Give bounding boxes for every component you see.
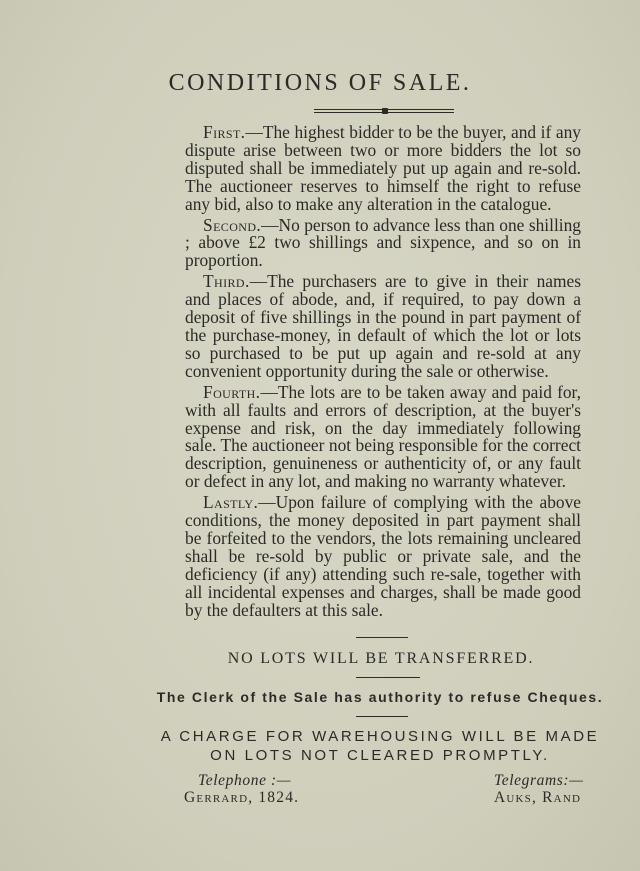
condition-lead: Second.	[203, 214, 262, 235]
conditions-list	[185, 124, 581, 622]
telephone-block	[184, 772, 299, 806]
condition-text: —No person to advance less than one shilling ; above £2 two shillings and sixpence, and so on in proportion.	[185, 214, 581, 271]
telegrams-address: Auks, Rand	[494, 789, 582, 806]
condition-lead: Lastly.	[203, 492, 259, 513]
transfer-notice: NO LOTS WILL BE TRANSFERRED.	[227, 650, 535, 667]
telephone-number: Gerrard, 1824.	[184, 789, 300, 806]
condition-text: —The highest bidder to be the buyer, and if any dispute arise between two or more bidders the lot so disputed shall be immediately put up again and re-sold. The auctioneer reserves to himself the right to refuse any bid, also to make any alteration in the catalogue.	[185, 122, 581, 214]
telephone-label: Telephone :—	[198, 772, 292, 789]
telegrams-label: Telegrams:—	[494, 772, 584, 789]
warehousing-line-1: A CHARGE FOR WAREHOUSING WILL BE MADE	[160, 728, 600, 745]
condition-paragraph	[185, 494, 581, 619]
warehousing-notice	[0, 727, 640, 765]
condition-lead: First.	[203, 122, 246, 142]
warehousing-line-2: ON LOTS NOT CLEARED PROMPTLY.	[210, 747, 550, 764]
condition-text: —The lots are to be taken away and paid for, with all faults and errors of description, at the buyer's expense and risk, on the day immediately following sale. The auctioneer not being responsible for the correct description, genuineness or authenticity of, or any fault or defect in any lot, and making no warranty whatever.	[185, 381, 581, 492]
divider	[356, 677, 420, 678]
condition-lead: Fourth.	[203, 381, 261, 402]
condition-paragraph	[185, 214, 581, 271]
title-divider	[314, 108, 454, 115]
condition-paragraph	[185, 273, 581, 380]
telegrams-block	[494, 772, 584, 806]
condition-paragraph	[185, 124, 581, 214]
condition-text: —Upon failure of complying with the above conditions, the money deposited in part payment shall be forfeited to the vendors, the lots remaining uncleared shall be re-sold by public or private sale, and the deficiency (if any) attending such re-sale, together with all incidental expenses and charges, shall be made good by the defaulters at this sale.	[185, 492, 581, 620]
condition-paragraph	[185, 381, 581, 492]
page-title: CONDITIONS OF SALE.	[168, 70, 472, 96]
cheques-notice: The Clerk of the Sale has authority to refuse Cheques.	[156, 689, 604, 705]
divider	[356, 716, 408, 717]
condition-lead: Third.	[203, 271, 250, 292]
condition-text: —The purchasers are to give in their names and places of abode, and, if required, to pay down a deposit of five shillings in the pound in part payment of the purchase-money, in default of which the lot or lots so purchased to be put up again and re-sold at any convenient opportunity during the sale or otherwise.	[185, 271, 581, 381]
divider	[356, 637, 408, 638]
